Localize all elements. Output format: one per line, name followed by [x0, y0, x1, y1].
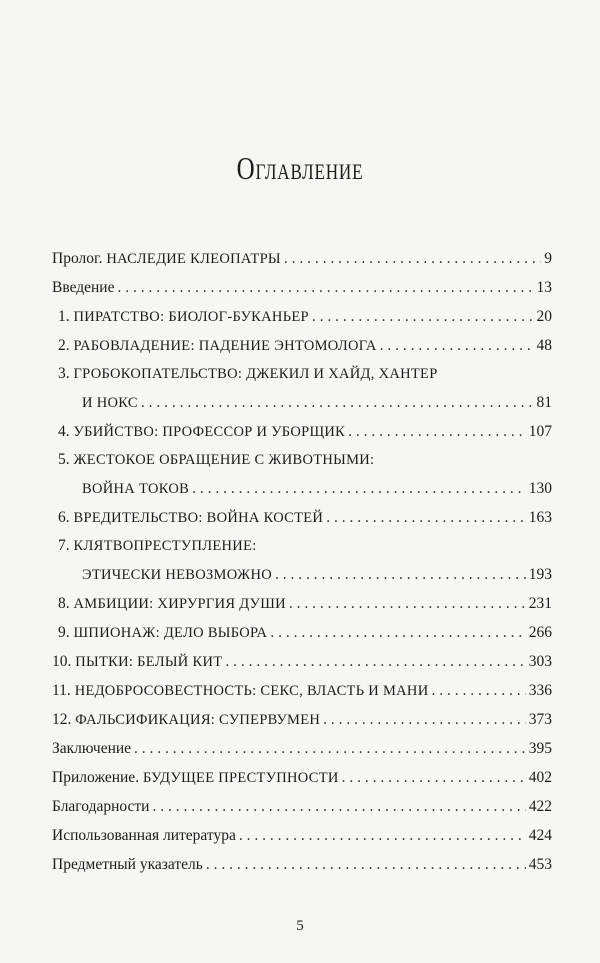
toc-entry	[52, 503, 552, 532]
toc-entry-prefix: 9.	[58, 624, 74, 641]
toc-entry-page: 20	[536, 308, 552, 325]
toc-entry-prefix: Заключение	[52, 740, 132, 757]
toc-entry-prefix: Введение	[52, 279, 115, 296]
toc-entry-prefix: Приложение.	[52, 769, 143, 786]
toc-entry-title: ШПИОНАЖ: ДЕЛО ВЫБОРА	[73, 625, 268, 641]
toc-entry-prefix: Благодарности	[52, 798, 150, 815]
leader-dots	[431, 676, 525, 705]
toc-entry	[52, 244, 552, 273]
toc-entry-page: 13	[536, 279, 552, 296]
toc-entry-page: 193	[528, 566, 552, 583]
toc-entry-prefix: Пролог.	[52, 250, 107, 267]
toc-entry	[52, 734, 552, 763]
toc-entry	[52, 676, 552, 705]
leader-dots	[152, 792, 525, 821]
page-number: 5	[296, 918, 304, 934]
toc-entry-title: ГРОБОКОПАТЕЛЬСТВО: ДЖЕКИЛ И ХАЙД, ХАНТЕР	[73, 366, 438, 382]
toc-entry-prefix: 2.	[58, 337, 74, 354]
toc-entry-page: 130	[528, 480, 552, 497]
toc-entry	[52, 331, 552, 360]
leader-dots	[270, 618, 525, 647]
toc-entry-page: 453	[528, 856, 552, 873]
toc-entry-page: 9	[544, 250, 552, 267]
toc-entry	[52, 589, 552, 618]
toc-entry-title-cont: ЭТИЧЕСКИ НЕВОЗМОЖНО	[82, 567, 272, 583]
toc-entry-title-cont: ВОЙНА ТОКОВ	[82, 481, 190, 497]
leader-dots	[289, 589, 526, 618]
toc-entry-page: 163	[528, 509, 552, 526]
leader-dots	[312, 302, 534, 331]
toc-entry-prefix: 11.	[52, 682, 75, 699]
toc-entry-prefix: 4.	[58, 423, 74, 440]
toc-entry-prefix: Использованная литература	[52, 827, 236, 844]
toc-entry	[52, 647, 552, 676]
toc-entry-title: НАСЛЕДИЕ КЛЕОПАТРЫ	[106, 251, 281, 267]
toc-entry	[52, 618, 552, 647]
toc-entry-title: ПЫТКИ: БЕЛЫЙ КИТ	[75, 654, 223, 670]
toc-entry	[52, 360, 552, 417]
toc-entry-title: НЕДОБРОСОВЕСТНОСТЬ: СЕКС, ВЛАСТЬ И МАНИ	[74, 683, 429, 699]
leader-dots	[342, 763, 526, 792]
leader-dots	[326, 503, 526, 532]
leader-dots	[225, 647, 525, 676]
toc-entry-page: 424	[528, 827, 552, 844]
toc-entry-page: 373	[528, 711, 552, 728]
toc-entry-title: ФАЛЬСИФИКАЦИЯ: СУПЕРВУМЕН	[75, 712, 321, 728]
toc-entry-title: УБИЙСТВО: ПРОФЕССОР И УБОРЩИК	[73, 424, 346, 440]
toc-entry-page: 266	[528, 624, 552, 641]
toc-entry-prefix: 6.	[58, 509, 74, 526]
toc-entry-page: 231	[528, 595, 552, 612]
toc-entry-prefix: 10.	[52, 653, 76, 670]
toc-entry-title: КЛЯТВОПРЕСТУПЛЕНИЕ:	[73, 538, 257, 554]
toc-entry-prefix: 8.	[58, 595, 74, 612]
leader-dots	[275, 560, 526, 589]
toc-entry	[52, 792, 552, 821]
toc-entry-prefix: 1.	[58, 308, 74, 325]
toc-entry	[52, 705, 552, 734]
leader-dots	[284, 244, 541, 273]
toc-entry-page: 81	[536, 394, 552, 411]
toc-entry-title: РАБОВЛАДЕНИЕ: ПАДЕНИЕ ЭНТОМОЛОГА	[73, 338, 377, 354]
toc-entry-page: 48	[536, 337, 552, 354]
toc-entry-title: АМБИЦИИ: ХИРУРГИЯ ДУШИ	[73, 596, 286, 612]
leader-dots	[348, 417, 526, 446]
leader-dots	[206, 850, 526, 879]
toc-entry	[52, 821, 552, 850]
toc-entry-page: 395	[528, 740, 552, 757]
toc-entry	[52, 273, 552, 302]
toc-entry-prefix: 3.	[58, 365, 74, 382]
toc-entry-title: ПИРАТСТВО: БИОЛОГ-БУКАНЬЕР	[73, 309, 309, 325]
toc-entry-title: ВРЕДИТЕЛЬСТВО: ВОЙНА КОСТЕЙ	[73, 510, 324, 526]
leader-dots	[141, 388, 534, 417]
toc-entry-page: 303	[528, 653, 552, 670]
toc-entry-page: 422	[528, 798, 552, 815]
table-of-contents	[52, 244, 552, 879]
toc-entry	[52, 763, 552, 792]
toc-entry-title-cont: И НОКС	[82, 395, 138, 411]
leader-dots	[380, 331, 534, 360]
leader-dots	[117, 273, 533, 302]
leader-dots	[192, 474, 526, 503]
toc-entry-page: 402	[528, 769, 552, 786]
toc-entry-prefix: 5.	[58, 451, 74, 468]
leader-dots	[134, 734, 526, 763]
toc-entry	[52, 417, 552, 446]
toc-entry-title: БУДУЩЕЕ ПРЕСТУПНОСТИ	[142, 770, 339, 786]
page-title: Оглавление	[236, 150, 364, 186]
leader-dots	[323, 705, 526, 734]
toc-entry-prefix: Предметный указатель	[52, 856, 203, 873]
toc-entry-page: 336	[528, 682, 552, 699]
toc-entry-page: 107	[528, 423, 552, 440]
leader-dots	[239, 821, 526, 850]
toc-entry	[52, 532, 552, 589]
toc-entry	[52, 302, 552, 331]
toc-entry-title: ЖЕСТОКОЕ ОБРАЩЕНИЕ С ЖИВОТНЫМИ:	[73, 452, 375, 468]
toc-entry	[52, 850, 552, 879]
toc-entry-prefix: 7.	[58, 537, 74, 554]
toc-entry	[52, 446, 552, 503]
toc-entry-prefix: 12.	[52, 711, 76, 728]
